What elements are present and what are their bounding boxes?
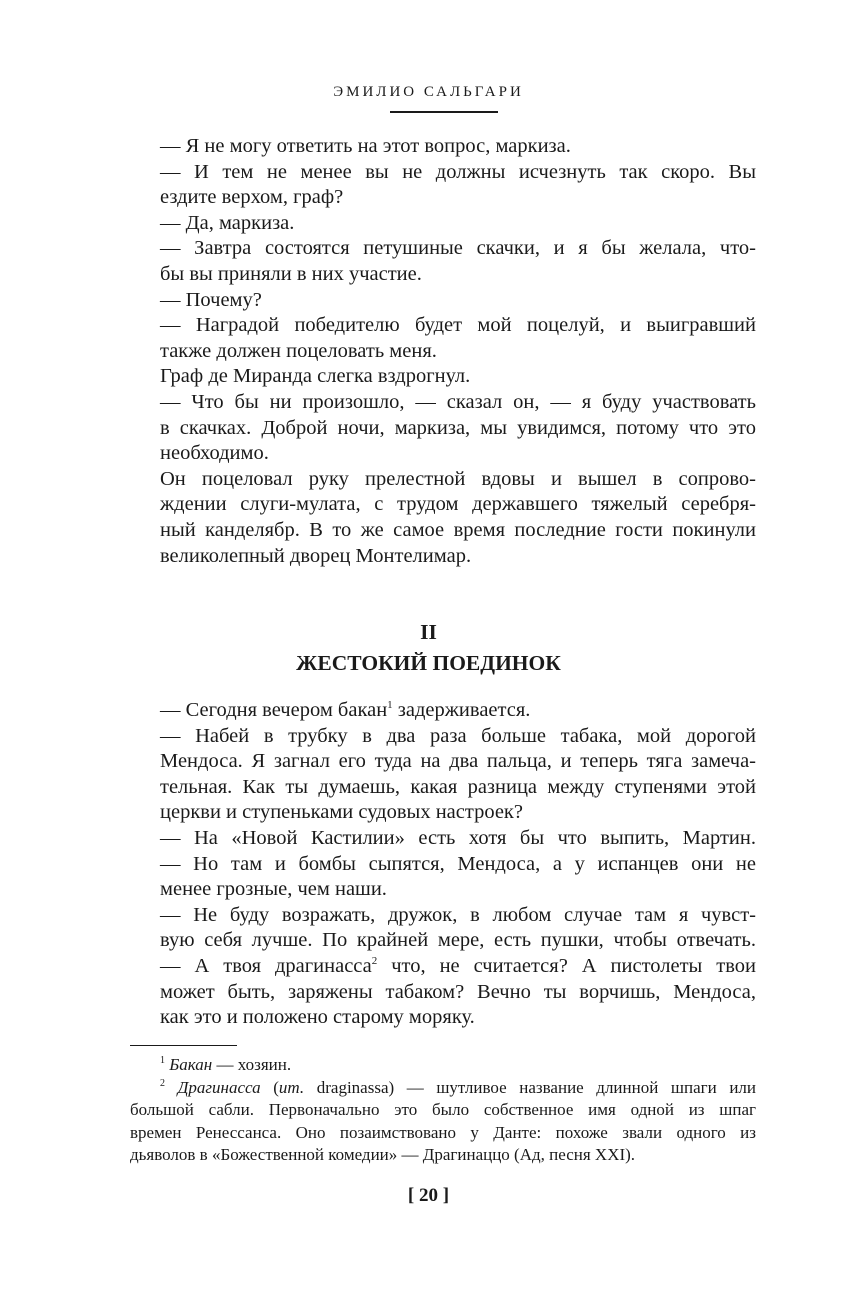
footnote-term: Драгинасса [177, 1077, 261, 1097]
text-line: — Я не могу ответить на этот вопрос, маркиза. [160, 135, 571, 157]
paragraph [130, 724, 756, 826]
paragraph [130, 467, 756, 569]
footnote-rule [130, 1045, 237, 1046]
text-segment: — Сегодня вечером бакан [160, 699, 388, 721]
text-line [130, 698, 756, 724]
page-number: [ 20 ] [407, 1185, 450, 1206]
paragraph [130, 236, 756, 287]
footnote-term: Бакан [169, 1055, 213, 1074]
footnote-ref-1: 1 [387, 699, 393, 711]
text-line: ездите верхом, граф? [160, 186, 344, 209]
text-line: — Набей в трубку в два раза больше табака, мой дорогой [160, 724, 756, 747]
text-line: необходимо. [160, 442, 269, 465]
text-segment: задерживается. [392, 699, 531, 721]
text-line [130, 1077, 756, 1100]
paragraph [130, 364, 756, 390]
text-line: как это и положено старому моряку. [160, 1006, 475, 1029]
paragraph [130, 313, 756, 364]
chapter-number: II [420, 620, 437, 644]
text-line: великолепный дворец Монтелимар. [160, 544, 472, 567]
paragraph [130, 160, 756, 211]
footnote-text: — хозяин. [212, 1055, 292, 1074]
footnote-2 [130, 1077, 756, 1167]
text-line [130, 1054, 756, 1077]
text-line: — Да, маркиза. [160, 211, 295, 234]
running-head-author: ЭМИЛИО САЛЬГАРИ [333, 84, 524, 100]
text-line: — На «Новой Кастилии» есть хотя бы что выпить, Мартин. [160, 826, 756, 849]
text-line: Мендоса. Я загнал его туда на два пальца, и теперь тяга замеча- [160, 750, 756, 773]
text-line: — Что бы ни произошло, — сказал он, — я буду участвовать [160, 390, 756, 413]
text-line: бы вы приняли в них участие. [160, 262, 422, 285]
footnote-ref-2: 2 [371, 954, 378, 967]
text-line: — И тем не менее вы не должны исчезнуть так скоро. Вы [160, 160, 756, 183]
text-line: тельная. Как ты думаешь, какая разница между ступенями этой [160, 775, 756, 798]
paragraph [130, 954, 756, 1031]
paragraph [130, 852, 756, 903]
text-line: — Но там и бомбы сыпятся, Мендоса, а у испанцев они не [160, 852, 756, 875]
paragraph [130, 698, 756, 724]
text-segment: что, не считается? А пистолеты твои [377, 954, 756, 977]
footnote-mark: 1 [160, 1055, 165, 1066]
text-line: большой сабли. Первоначально это было собственное имя одной из шпаг [130, 1100, 756, 1119]
text-line: может быть, заряжены табаком? Вечно ты ворчишь, Мендоса, [160, 980, 756, 1003]
footnote-text: draginassa) — шутливое название длинной шпаги или [304, 1077, 756, 1097]
text-line: ждении слуги-мулата, с трудом державшего тяжелый серебря- [160, 493, 756, 516]
running-head-rule [390, 111, 498, 113]
text-block-1 [130, 134, 756, 569]
chapter-title: ЖЕСТОКИЙ ПОЕДИНОК [296, 651, 561, 675]
footnote-abbr: ит. [278, 1077, 305, 1097]
text-line: — Завтра состоятся петушиные скачки, и я бы желала, что- [160, 237, 756, 260]
paragraph [130, 826, 756, 852]
text-block-2 [130, 698, 756, 1031]
text-line: — Наградой победителю будет мой поцелуй, и выигравший [160, 314, 756, 337]
text-line: также должен поцеловать меня. [160, 339, 437, 362]
text-line: вую себя лучше. По крайней мере, есть пушки, чтобы отвечать. [160, 929, 756, 952]
text-line: дьяволов в «Божественной комедии» — Драгинаццо (Ад, песня XXI). [130, 1145, 636, 1164]
text-line: Он поцеловал руку прелестной вдовы и вышел в сопрово- [160, 467, 756, 490]
paragraph [130, 903, 756, 954]
footnote-1 [130, 1054, 756, 1077]
paragraph [130, 390, 756, 467]
footnote-text: ( [260, 1077, 279, 1097]
text-line [130, 954, 756, 980]
paragraph [130, 134, 756, 160]
text-line: в скачках. Доброй ночи, маркиза, мы увидимся, потому что это [160, 416, 756, 439]
text-line: Граф де Миранда слегка вздрогнул. [160, 365, 471, 388]
text-line: менее грозные, чем наши. [160, 878, 387, 901]
paragraph [130, 211, 756, 237]
paragraph [130, 288, 756, 314]
text-segment: — А твоя драгинасса [160, 954, 372, 977]
text-line: — Почему? [160, 288, 262, 311]
text-line: времен Ренессанса. Оно позаимствовано у Данте: похоже звали одного из [130, 1122, 756, 1142]
text-line: ный канделябр. В то же самое время последние гости покинули [160, 518, 756, 541]
text-line: — Не буду возражать, дружок, в любом случае там я чувст- [160, 903, 756, 926]
footnotes [130, 1054, 756, 1167]
footnote-mark: 2 [160, 1077, 165, 1089]
text-line: церкви и ступеньками судовых настроек? [160, 801, 523, 824]
